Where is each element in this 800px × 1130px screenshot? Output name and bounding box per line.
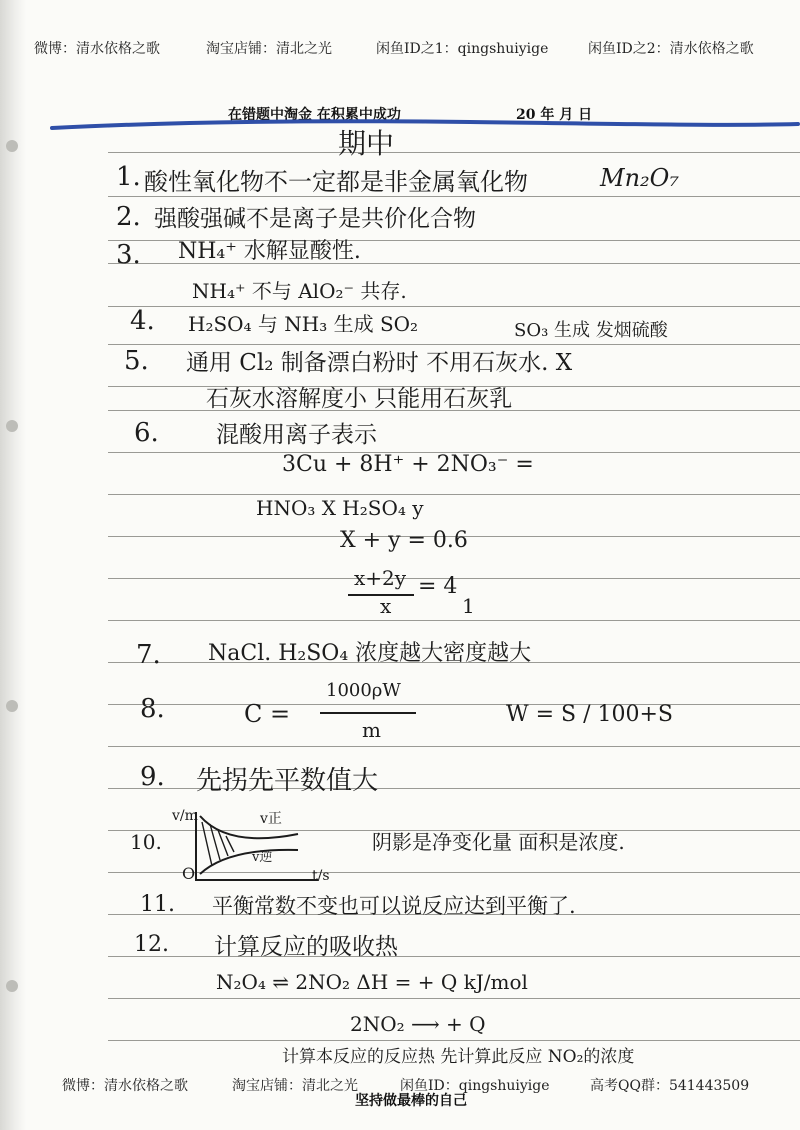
graph-forward-label: v正: [260, 811, 282, 827]
fraction-result-denominator: 1: [462, 594, 475, 618]
notebook-date: 20 年 月 日: [516, 107, 593, 123]
graph-reverse-label: v逆: [252, 850, 273, 865]
note-line: 计算反应的吸收热: [214, 934, 398, 960]
header-xianyu1: 闲鱼ID之1：qingshuiyige: [376, 41, 549, 57]
note-line: 混酸用离子表示: [216, 422, 377, 448]
equation-line: HNO₃ X H₂SO₄ y: [256, 496, 424, 520]
watermark-header: [0, 38, 800, 60]
item-number: 6.: [134, 418, 159, 448]
item-number: 2.: [116, 202, 141, 232]
ruled-line: [108, 704, 800, 705]
note-line: NH₄⁺ 水解显酸性.: [178, 239, 361, 264]
fraction-numerator: x+2y: [354, 566, 407, 590]
note-line: H₂SO₄ 与 NH₃ 生成 SO₂: [188, 312, 419, 336]
note-line: 阴影是净变化量 面积是浓度.: [372, 830, 625, 854]
note-line: 强酸强碱不是离子是共价化合物: [154, 206, 476, 232]
page-title: 期中: [338, 127, 395, 160]
footer-weibo: 微博：清水依格之歌: [62, 1078, 188, 1094]
header-xianyu2: 闲鱼ID之2：清水依格之歌: [588, 41, 754, 57]
equation-line: N₂O₄ ⇌ 2NO₂ ΔH = + Q kJ/mol: [216, 970, 528, 994]
note-line: 计算本反应的反应热 先计算此反应 NO₂的浓度: [282, 1047, 635, 1067]
item-number: 1.: [116, 162, 141, 192]
ruled-line: [108, 998, 800, 999]
binding-hole: [6, 980, 18, 992]
fraction-denominator: x: [380, 594, 392, 618]
equation-line: X + y = 0.6: [340, 528, 468, 553]
item-number: 12.: [134, 932, 169, 957]
note-line: NH₄⁺ 不与 AlO₂⁻ 共存.: [192, 279, 407, 303]
footer-qq: 高考QQ群：541443509: [590, 1078, 750, 1094]
note-line: 通用 Cl₂ 制备漂白粉时 不用石灰水. X: [186, 350, 573, 376]
ruled-line: [108, 494, 800, 495]
footer-motto: 坚持做最棒的自己: [355, 1093, 467, 1109]
header-taobao: 淘宝店铺：清北之光: [206, 41, 332, 57]
equation-line: 2NO₂ ⟶ + Q: [350, 1012, 486, 1036]
note-line: NaCl. H₂SO₄ 浓度越大密度越大: [208, 641, 532, 666]
note-line: 平衡常数不变也可以说反应达到平衡了.: [212, 894, 576, 918]
ruled-line: [108, 306, 800, 307]
equation-line: 3Cu + 8H⁺ + 2NO₃⁻ =: [282, 452, 534, 477]
item-number: 4.: [130, 306, 155, 336]
graph-y-label: v/m: [172, 808, 198, 824]
item-number: 5.: [124, 346, 149, 376]
note-line: 石灰水溶解度小 只能用石灰乳: [206, 386, 513, 412]
blue-pen-stroke: [50, 118, 800, 134]
equation-line: C =: [244, 700, 291, 728]
item-number: 10.: [130, 830, 162, 854]
fraction-denominator: m: [362, 718, 381, 742]
binding-edge: [0, 0, 26, 1130]
binding-hole: [6, 140, 18, 152]
binding-hole: [6, 700, 18, 712]
ruled-line: [108, 152, 800, 153]
item-number: 8.: [140, 694, 165, 724]
item-number: 3.: [116, 240, 141, 270]
header-weibo: 微博：清水依格之歌: [34, 41, 160, 57]
graph-origin-label: O: [182, 864, 196, 883]
footer-taobao: 淘宝店铺：清北之光: [232, 1078, 358, 1094]
note-line: 先拐先平数值大: [196, 766, 379, 796]
fraction-result: = 4: [418, 574, 458, 599]
note-extra: SO₃ 生成 发烟硫酸: [514, 320, 668, 341]
footer-xianyu: 闲鱼ID：qingshuiyige: [400, 1078, 550, 1094]
item-number: 7.: [136, 640, 161, 670]
note-line: 酸性氧化物不一定都是非金属氧化物: [144, 168, 528, 196]
item-number: 9.: [140, 762, 165, 792]
ruled-line: [108, 620, 800, 621]
ruled-line: [108, 956, 800, 957]
graph-x-label: t/s: [312, 868, 330, 884]
ruled-line: [108, 746, 800, 747]
fraction-bar: [318, 710, 418, 716]
note-extra: Mn₂O₇: [600, 164, 679, 192]
notebook-slogan: 在错题中淘金 在积累中成功: [228, 107, 401, 123]
fraction-numerator: 1000ρW: [326, 680, 401, 701]
binding-hole: [6, 420, 18, 432]
item-number: 11.: [140, 892, 175, 917]
equation-line: W = S / 100+S: [506, 702, 673, 727]
ruled-line: [108, 1040, 800, 1041]
